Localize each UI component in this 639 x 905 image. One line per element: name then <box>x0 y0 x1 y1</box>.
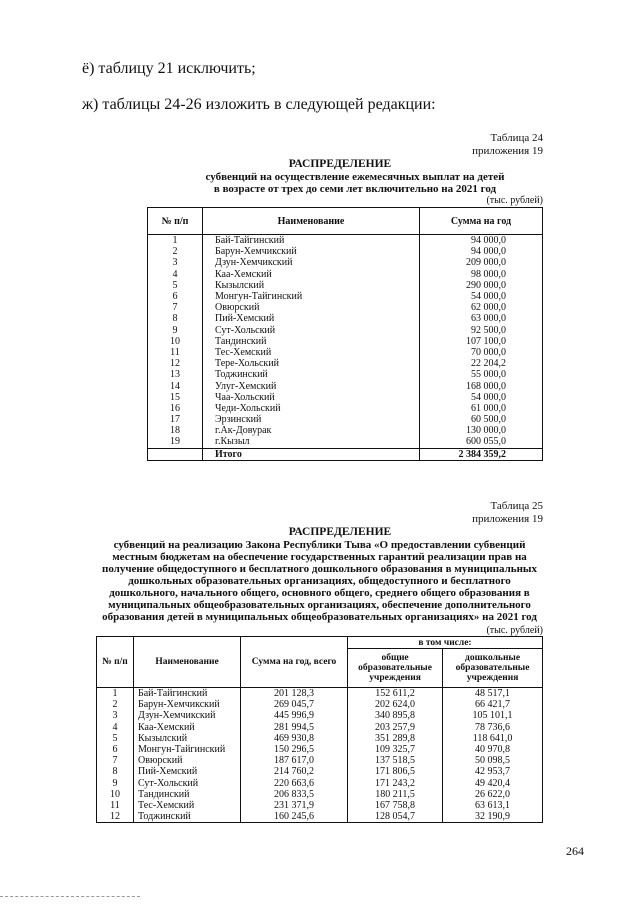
item-zh-text: ж) таблицы 24-26 изложить в следующей редакции: <box>82 96 436 113</box>
table-row <box>148 414 543 425</box>
row-number: 6 <box>97 744 134 755</box>
district-name: Дзун-Хемчикский <box>134 710 241 721</box>
table-row <box>148 403 543 414</box>
row-number: 5 <box>148 280 203 291</box>
district-name: Кызылский <box>134 733 241 744</box>
preschool-sum: 40 970,8 <box>475 744 511 756</box>
row-number: 10 <box>97 789 134 800</box>
annual-sum: 201 128,3 <box>241 688 348 700</box>
row-number: 9 <box>97 778 134 789</box>
row-number: 11 <box>97 800 134 811</box>
annual-sum: 60 500,0 <box>471 414 506 426</box>
district-name: Каа-Хемский <box>134 722 241 733</box>
row-number: 13 <box>148 369 203 380</box>
annual-sum: 168 000,0 <box>466 380 506 392</box>
preschool-sum: 42 953,7 <box>475 766 511 778</box>
row-number: 18 <box>148 425 203 436</box>
table25-unit: (тыс. рублей) <box>486 625 543 636</box>
annual-sum: 94 000,0 <box>471 246 506 258</box>
general-education-sum: 152 611,2 <box>348 688 443 700</box>
row-number: 8 <box>97 766 134 777</box>
district-name: Тандинский <box>203 336 420 347</box>
table-row <box>148 257 543 268</box>
table-row <box>148 347 543 358</box>
table-row <box>97 755 543 766</box>
row-number: 11 <box>148 347 203 358</box>
annual-sum: 220 663,6 <box>241 778 348 789</box>
annual-sum: 55 000,0 <box>471 369 506 381</box>
general-education-sum: 109 325,7 <box>348 744 443 755</box>
footer-marks <box>0 896 140 899</box>
table24-header-sum: Сумма на год <box>420 208 543 235</box>
district-name: Барун-Хемчикский <box>134 699 241 710</box>
row-number: 14 <box>148 380 203 391</box>
district-name: Тоджинский <box>134 811 241 823</box>
district-name: Барун-Хемчикский <box>203 246 420 257</box>
table24-label: Таблица 24 <box>490 132 543 144</box>
district-name: Кызылский <box>203 280 420 291</box>
preschool-sum: 26 622,0 <box>475 788 511 800</box>
item-e-text: ё) таблицу 21 исключить; <box>82 60 256 77</box>
annual-sum: 150 296,5 <box>241 744 348 755</box>
annual-sum: 445 996,9 <box>241 710 348 721</box>
table25-header-preschool: дошкольные образовательные учреждения <box>443 649 543 688</box>
preschool-sum: 66 421,7 <box>475 699 511 711</box>
general-education-sum: 167 758,8 <box>348 800 443 811</box>
table-row <box>97 722 543 733</box>
row-number: 15 <box>148 392 203 403</box>
row-number: 1 <box>148 235 203 247</box>
general-education-sum: 351 289,8 <box>348 733 443 744</box>
table-row <box>97 811 543 823</box>
table24-heading: РАСПРЕДЕЛЕНИЕ <box>288 158 392 170</box>
total-value: 2 384 359,2 <box>420 448 543 460</box>
annual-sum: 281 994,5 <box>241 722 348 733</box>
row-number: 3 <box>97 710 134 721</box>
preschool-sum: 105 101,1 <box>472 710 513 722</box>
table24-unit: (тыс. рублей) <box>486 195 543 206</box>
annual-sum: 92 500,0 <box>471 324 506 336</box>
table25-appendix: приложения 19 <box>472 513 543 525</box>
district-name: Тес-Хемский <box>134 800 241 811</box>
row-number: 17 <box>148 414 203 425</box>
table-row <box>97 699 543 710</box>
general-education-sum: 180 211,5 <box>348 789 443 800</box>
district-name: Чаа-Хольский <box>203 392 420 403</box>
table-row <box>148 392 543 403</box>
row-number: 4 <box>97 722 134 733</box>
total-blank <box>148 448 203 460</box>
district-name: Пий-Хемский <box>203 313 420 324</box>
table-row <box>148 336 543 347</box>
page-number: 264 <box>566 844 584 858</box>
district-name: Сут-Хольский <box>134 778 241 789</box>
row-number: 9 <box>148 325 203 336</box>
district-name: Улуг-Хемский <box>203 380 420 391</box>
row-number: 6 <box>148 291 203 302</box>
district-name: Овюрский <box>203 302 420 313</box>
table-row <box>97 800 543 811</box>
preschool-sum: 78 736,6 <box>475 721 511 733</box>
preschool-sum: 48 517,1 <box>475 688 511 700</box>
table25-header-num: № п/п <box>97 637 134 688</box>
annual-sum: 600 055,0 <box>466 436 506 448</box>
table-row <box>97 778 543 789</box>
table24-header-name: Наименование <box>203 208 420 235</box>
row-number: 2 <box>97 699 134 710</box>
table-row <box>97 688 543 700</box>
table-row <box>148 280 543 291</box>
table-row <box>148 425 543 436</box>
annual-sum: 70 000,0 <box>471 346 506 358</box>
district-name: г.Кызыл <box>203 436 420 448</box>
table-row <box>148 369 543 380</box>
table24-subheading: субвенций на осуществление ежемесячных выплат на детей в возрасте от трех до семи лет включительно на 2021 год <box>205 171 505 195</box>
table-row <box>97 766 543 777</box>
annual-sum: 214 760,2 <box>241 766 348 777</box>
annual-sum: 160 245,6 <box>241 811 348 823</box>
general-education-sum: 340 895,8 <box>348 710 443 721</box>
district-name: Тере-Хольский <box>203 358 420 369</box>
table24-appendix: приложения 19 <box>472 145 543 157</box>
annual-sum: 61 000,0 <box>471 402 506 414</box>
district-name: Овюрский <box>134 755 241 766</box>
total-label: Итого <box>203 448 420 460</box>
table-row <box>148 246 543 257</box>
table25-label: Таблица 25 <box>490 500 543 512</box>
table-row <box>148 269 543 280</box>
general-education-sum: 137 518,5 <box>348 755 443 766</box>
annual-sum: 22 204,2 <box>471 358 506 370</box>
district-name: Тандинский <box>134 789 241 800</box>
district-name: Каа-Хемский <box>203 269 420 280</box>
table24 <box>147 207 543 461</box>
table25-header-general: общие образовательные учреждения <box>348 649 443 688</box>
annual-sum: 54 000,0 <box>471 291 506 303</box>
district-name: Бай-Тайгинский <box>134 688 241 700</box>
preschool-sum: 118 641,0 <box>472 732 513 744</box>
row-number: 1 <box>97 688 134 700</box>
row-number: 2 <box>148 246 203 257</box>
table-row <box>97 789 543 800</box>
table24-header-num: № п/п <box>148 208 203 235</box>
district-name: Монгун-Тайгинский <box>134 744 241 755</box>
annual-sum: 187 617,0 <box>241 755 348 766</box>
annual-sum: 107 100,0 <box>466 335 506 347</box>
table-row <box>148 436 543 448</box>
row-number: 7 <box>148 302 203 313</box>
district-name: Дзун-Хемчикский <box>203 257 420 268</box>
table-row <box>148 235 543 247</box>
general-education-sum: 171 806,5 <box>348 766 443 777</box>
table25 <box>96 636 543 823</box>
table25-heading: РАСПРЕДЕЛЕНИЕ <box>288 526 392 538</box>
row-number: 3 <box>148 257 203 268</box>
preschool-sum: 32 190,9 <box>475 811 511 823</box>
annual-sum: 206 833,5 <box>241 789 348 800</box>
annual-sum: 54 000,0 <box>471 391 506 403</box>
table-row <box>148 380 543 391</box>
row-number: 7 <box>97 755 134 766</box>
table-row <box>97 733 543 744</box>
annual-sum: 130 000,0 <box>466 425 506 437</box>
row-number: 16 <box>148 403 203 414</box>
row-number: 4 <box>148 269 203 280</box>
table-row <box>148 291 543 302</box>
row-number: 12 <box>97 811 134 823</box>
preschool-sum: 63 613,1 <box>475 799 511 811</box>
district-name: Монгун-Тайгинский <box>203 291 420 302</box>
table25-header-name: Наименование <box>134 637 241 688</box>
table25-header-sum: Сумма на год, всего <box>241 637 348 688</box>
preschool-sum: 50 098,5 <box>475 755 511 767</box>
table-row <box>148 358 543 369</box>
district-name: Чеди-Хольский <box>203 403 420 414</box>
table-row <box>97 710 543 721</box>
annual-sum: 469 930,8 <box>241 733 348 744</box>
district-name: Бай-Тайгинский <box>203 235 420 247</box>
general-education-sum: 171 243,2 <box>348 778 443 789</box>
district-name: Пий-Хемский <box>134 766 241 777</box>
row-number: 5 <box>97 733 134 744</box>
annual-sum: 231 371,9 <box>241 800 348 811</box>
row-number: 19 <box>148 436 203 448</box>
preschool-sum: 49 420,4 <box>475 777 511 789</box>
district-name: Тоджинский <box>203 369 420 380</box>
table-row <box>97 744 543 755</box>
table25-header-incl: в том числе: <box>348 637 543 649</box>
district-name: Эрзинский <box>203 414 420 425</box>
total-row <box>148 448 543 460</box>
general-education-sum: 203 257,9 <box>348 722 443 733</box>
table-row <box>148 313 543 324</box>
general-education-sum: 202 624,0 <box>348 699 443 710</box>
row-number: 10 <box>148 336 203 347</box>
row-number: 12 <box>148 358 203 369</box>
table-row <box>148 325 543 336</box>
annual-sum: 94 000,0 <box>471 235 506 247</box>
annual-sum: 62 000,0 <box>471 302 506 314</box>
annual-sum: 98 000,0 <box>471 268 506 280</box>
row-number: 8 <box>148 313 203 324</box>
annual-sum: 290 000,0 <box>466 279 506 291</box>
table-row <box>148 302 543 313</box>
district-name: Сут-Хольский <box>203 325 420 336</box>
district-name: Тес-Хемский <box>203 347 420 358</box>
table25-subheading: субвенций на реализацию Закона Республики Тыва «О предоставлении субвенций местным бюджетам на обеспечение государственных гарантий реализации прав на получение общедоступного и бесплатного дошкольного образования в муниципальных дошкольных образовательных организациях, общедоступного и бесплатного дошкольного, начального общего, основного общего, среднего общего образования в муниципальных общеобразовательных организациях, обеспечение дополнительного образования детей в муниципальных общеобразовательных организациях» на 2021 год <box>101 539 537 623</box>
district-name: г.Ак-Довурак <box>203 425 420 436</box>
annual-sum: 63 000,0 <box>471 313 506 325</box>
annual-sum: 209 000,0 <box>466 257 506 269</box>
annual-sum: 269 045,7 <box>241 699 348 710</box>
general-education-sum: 128 054,7 <box>348 811 443 823</box>
